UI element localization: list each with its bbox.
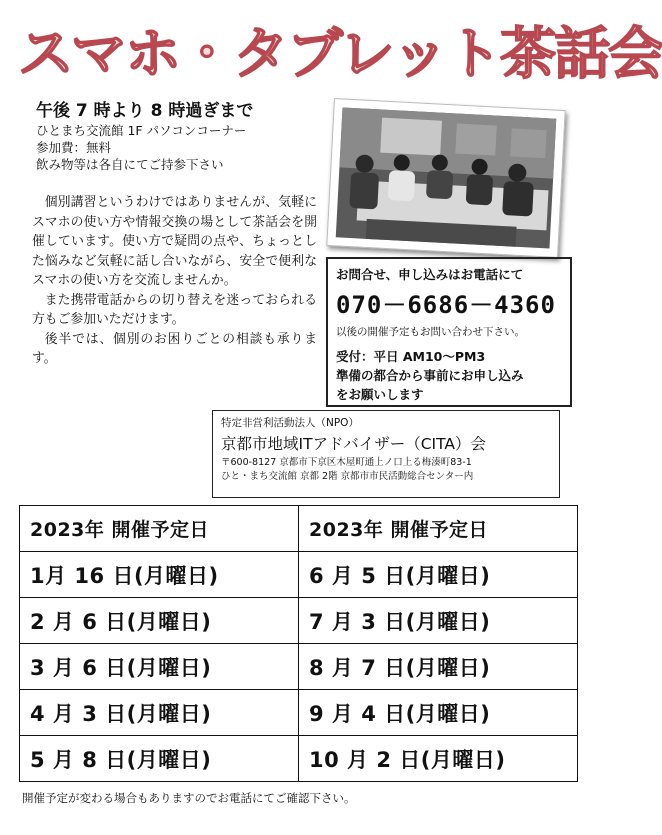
page-title: スマホ・タブレット茶話会 — [18, 22, 662, 87]
table-row — [20, 598, 578, 644]
description — [32, 193, 317, 369]
fee-line: 参加費：無料 — [36, 140, 112, 155]
meeting-photo-image — [336, 107, 557, 248]
request-line-1: 準備の都合から事前にお申し込み — [336, 368, 524, 383]
contact-box — [326, 257, 572, 407]
reception-hours: 受付：平日 AM10～PM3 — [336, 349, 486, 364]
drinks-line: 飲み物等は各自にてご持参下さい — [36, 157, 224, 172]
schedule-date: 9 月 4 日(月曜日) — [299, 690, 578, 736]
event-info — [36, 100, 326, 173]
address-line-1: 〒600-8127 京都市下京区木屋町通上ノ口上る梅湊町83-1 — [221, 457, 472, 468]
npo-label: 特定非営利活動法人（NPO） — [221, 417, 359, 429]
schedule-date: 3 月 6 日(月曜日) — [20, 644, 299, 690]
schedule-table — [19, 505, 578, 782]
schedule-header: 2023年 開催予定日 — [20, 506, 299, 552]
table-row — [20, 552, 578, 598]
organization-name: 京都市地域ITアドバイザー（CITA）会 — [221, 435, 486, 453]
request-line-2: をお願いします — [336, 387, 424, 402]
schedule-date: 8 月 7 日(月曜日) — [299, 644, 578, 690]
event-photo — [326, 98, 565, 258]
event-time: 午後 7 時より 8 時過ぎまで — [36, 101, 254, 121]
contact-note: 以後の開催予定もお問い合わせ下さい。 — [336, 326, 525, 338]
schedule-date: 7 月 3 日(月曜日) — [299, 598, 578, 644]
footer-note: 開催予定が変わる場合もありますのでお電話にてご確認下さい。 — [22, 791, 356, 805]
schedule-header: 2023年 開催予定日 — [299, 506, 578, 552]
schedule-date: 10 月 2 日(月曜日) — [299, 736, 578, 782]
schedule-date: 6 月 5 日(月曜日) — [299, 552, 578, 598]
address-line-2: ひと・まち交流館 京都 2階 京都市市民活動総合センター内 — [221, 471, 474, 482]
table-row — [20, 644, 578, 690]
phone-number[interactable]: 070－6686－4360 — [336, 291, 556, 319]
schedule-date: 1月 16 日(月曜日) — [20, 552, 299, 598]
schedule-date: 5 月 8 日(月曜日) — [20, 736, 299, 782]
contact-heading: お問合せ、申し込みはお電話にて — [336, 267, 524, 282]
schedule-date: 2 月 6 日(月曜日) — [20, 598, 299, 644]
table-row — [20, 690, 578, 736]
description-paragraph: また携帯電話からの切り替えを迷っておられる方もご参加いただけます。 — [32, 292, 317, 327]
description-paragraph: 個別講習というわけではありませんが、気軽にスマホの使い方や情報交換の場として茶話会を開催しています。使い方で疑問の点や、ちょっとした悩みなど気軽に話し合いながら、安全で便利なスマホの使い方を交流しませんか。 — [32, 195, 317, 288]
description-paragraph: 後半では、個別のお困りごとの相談も承ります。 — [32, 331, 317, 366]
organizer-box — [212, 410, 560, 498]
schedule-date: 4 月 3 日(月曜日) — [20, 690, 299, 736]
schedule-header-row — [20, 506, 578, 552]
venue-line: ひとまち交流館 1F パソコンコーナー — [36, 123, 247, 138]
table-row — [20, 736, 578, 782]
